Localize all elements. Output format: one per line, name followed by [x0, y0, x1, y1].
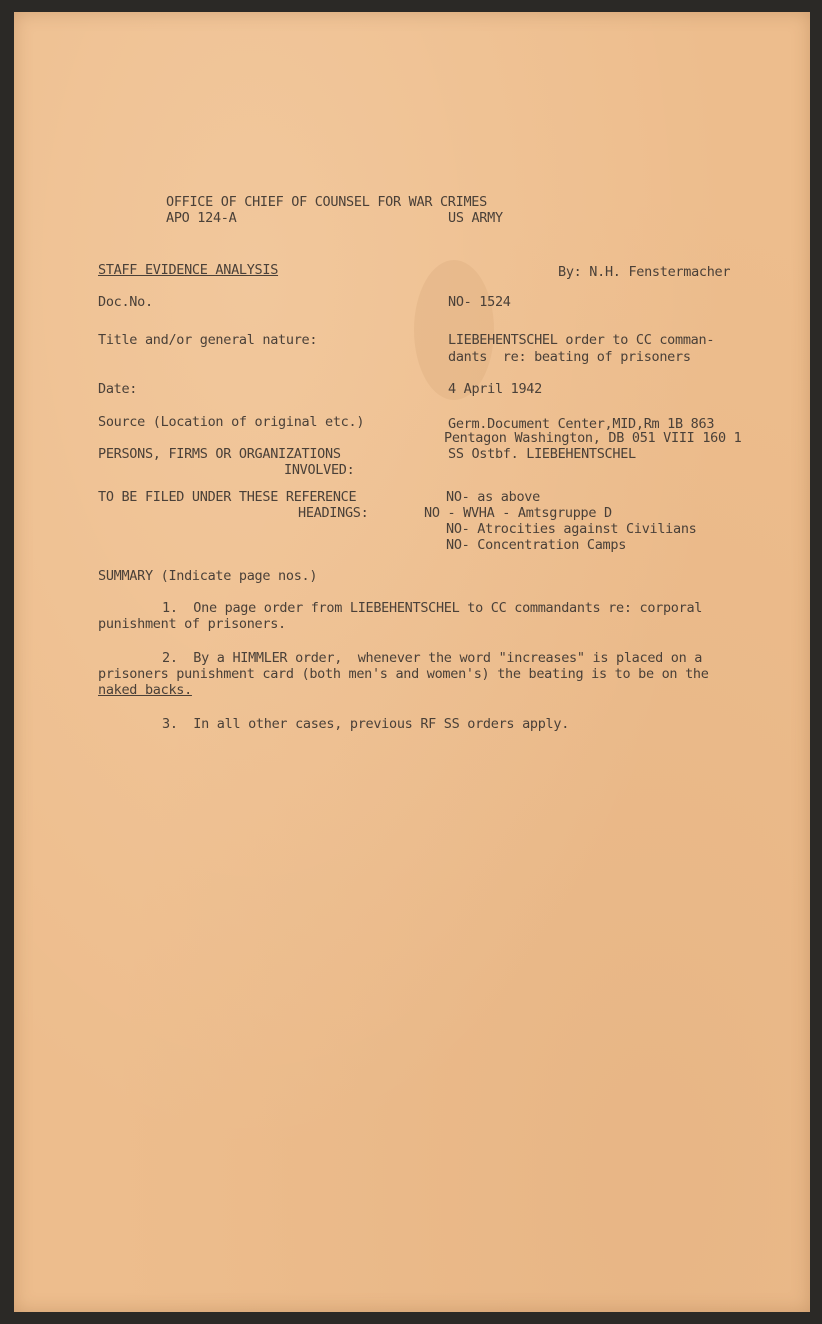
- summary-paragraph-2-cont: prisoners punishment card (both men's and women's) the beating is to be on the: [98, 666, 709, 682]
- source-value-line1: Germ.Document Center,MID,Rm 1B 863: [448, 416, 715, 432]
- summary-paragraph-2-end: naked backs.: [98, 682, 192, 698]
- title-value-line2: dants re: beating of prisoners: [448, 349, 691, 365]
- persons-label-line2: INVOLVED:: [284, 462, 355, 478]
- analyst-byline: By: N.H. Fenstermacher: [558, 264, 731, 280]
- reference-heading: NO- Atrocities against Civilians: [446, 521, 697, 537]
- office-heading: OFFICE OF CHIEF OF COUNSEL FOR WAR CRIMES: [166, 194, 487, 210]
- reference-label-line2: HEADINGS:: [298, 505, 369, 521]
- reference-label-line1: TO BE FILED UNDER THESE REFERENCE: [98, 489, 357, 505]
- date-label: Date:: [98, 381, 138, 397]
- army-label: US ARMY: [448, 210, 503, 226]
- doc-no-label: Doc.No.: [98, 294, 153, 310]
- document-page: [14, 12, 810, 1312]
- persons-value: SS Ostbf. LIEBEHENTSCHEL: [448, 446, 636, 462]
- summary-paragraph-1-cont: punishment of prisoners.: [98, 616, 286, 632]
- source-label: Source (Location of original etc.): [98, 414, 365, 430]
- title-value-line1: LIEBEHENTSCHEL order to CC comman-: [448, 332, 715, 348]
- reference-heading: NO- Concentration Camps: [446, 537, 627, 553]
- apo-number: APO 124-A: [166, 210, 237, 226]
- title-label: Title and/or general nature:: [98, 332, 318, 348]
- summary-paragraph-2: 2. By a HIMMLER order, whenever the word "increases" is placed on a: [162, 650, 703, 666]
- persons-label-line1: PERSONS, FIRMS OR ORGANIZATIONS: [98, 446, 341, 462]
- summary-label: SUMMARY (Indicate page nos.): [98, 568, 318, 584]
- reference-heading: NO- as above: [446, 489, 540, 505]
- reference-heading: NO - WVHA - Amtsgruppe D: [424, 505, 612, 521]
- doc-no-value: NO- 1524: [448, 294, 511, 310]
- summary-paragraph-1: 1. One page order from LIEBEHENTSCHEL to CC commandants re: corporal: [162, 600, 703, 616]
- source-value-line2: Pentagon Washington, DB 051 VIII 160 1: [444, 430, 742, 446]
- summary-paragraph-3: 3. In all other cases, previous RF SS orders apply.: [162, 716, 570, 732]
- analysis-title: STAFF EVIDENCE ANALYSIS: [98, 262, 279, 278]
- paper-stain: [414, 260, 494, 400]
- date-value: 4 April 1942: [448, 381, 542, 397]
